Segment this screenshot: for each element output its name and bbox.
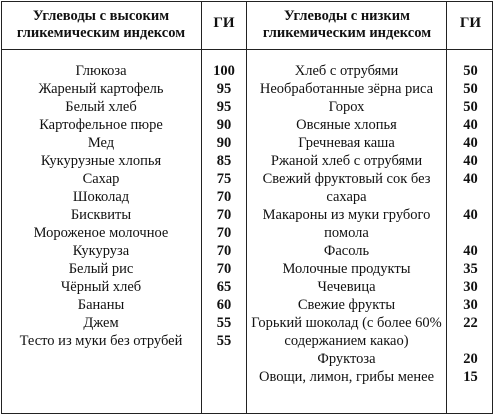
high-gi-food-name: Джем — [83, 315, 119, 331]
high-gi-food-name: Глюкоза — [75, 63, 127, 79]
high-gi-value: 70 — [216, 207, 232, 223]
low-gi-value: 35 — [463, 261, 478, 277]
high-gi-value: 65 — [216, 279, 232, 295]
high-gi-food-name: Бананы — [77, 297, 125, 313]
low-gi-food-name: Свежие фрукты — [297, 297, 396, 313]
low-gi-food-name: Горох — [328, 99, 365, 115]
high-gi-food-name: Мед — [87, 135, 115, 151]
high-gi-food-name: Жареный картофель — [38, 81, 164, 97]
high-gi-value: 75 — [216, 171, 232, 187]
low-gi-value: 40 — [463, 117, 478, 133]
high-gi-value: 60 — [216, 297, 232, 313]
low-gi-food-name: Овощи, лимон, грибы менее — [258, 369, 435, 385]
low-gi-value: 30 — [463, 279, 478, 295]
low-gi-food-name: Ржаной хлеб с отрубями — [270, 153, 423, 169]
column-divider — [446, 1, 447, 414]
low-gi-food-name: Фруктоза — [317, 351, 376, 367]
low-gi-value: 22 — [463, 315, 478, 331]
high-gi-food-name: Тесто из муки без отрубей — [19, 333, 183, 349]
low-gi-food-name: Гречневая каша — [298, 135, 395, 151]
low-gi-value: 20 — [463, 351, 478, 367]
low-gi-value: 15 — [463, 369, 478, 385]
high-gi-food-name: Бисквиты — [70, 207, 132, 223]
high-gi-value: 70 — [216, 261, 232, 277]
low-gi-value: 50 — [463, 99, 478, 115]
high-gi-value: 90 — [216, 135, 232, 151]
low-gi-value: 40 — [463, 207, 478, 223]
low-gi-header: Углеводы с низким гликемическим индексом — [262, 8, 432, 41]
low-gi-food-name: Свежий фруктовый сок без сахара — [262, 171, 431, 205]
high-gi-food-name: Шоколад — [72, 189, 130, 205]
high-gi-header: Углеводы с высоким гликемическим индексом — [16, 8, 186, 41]
high-gi-value: 100 — [213, 63, 235, 79]
low-gi-value: 50 — [463, 81, 478, 97]
column-divider — [246, 1, 247, 414]
low-gi-food-name: Необработанные зёрна риса — [259, 81, 434, 97]
high-gi-column-header: ГИ — [213, 15, 235, 31]
low-gi-value: 40 — [463, 171, 478, 187]
high-gi-value: 70 — [216, 225, 232, 241]
low-gi-value: 50 — [463, 63, 478, 79]
high-gi-value: 70 — [216, 243, 232, 259]
high-gi-value: 90 — [216, 117, 232, 133]
header-divider — [1, 49, 493, 50]
high-gi-value: 55 — [216, 315, 232, 331]
low-gi-value: 40 — [463, 243, 478, 259]
low-gi-food-name: Чечевица — [317, 279, 376, 295]
high-gi-value: 85 — [216, 153, 232, 169]
high-gi-food-name: Кукурузные хлопья — [40, 153, 162, 169]
low-gi-food-name: Горький шоколад (с более 60% содержанием какао) — [251, 315, 442, 349]
high-gi-food-name: Белый рис — [68, 261, 134, 277]
low-gi-food-name: Хлеб с отрубями — [294, 63, 399, 79]
high-gi-food-name: Картофельное пюре — [39, 117, 163, 133]
low-gi-food-name: Молочные продукты — [282, 261, 411, 277]
low-gi-food-name: Макароны из муки грубого помола — [262, 207, 431, 241]
high-gi-food-name: Чёрный хлеб — [60, 279, 142, 295]
high-gi-food-name: Кукуруза — [72, 243, 130, 259]
high-gi-value: 95 — [216, 99, 232, 115]
high-gi-food-name: Белый хлеб — [65, 99, 137, 115]
high-gi-value: 70 — [216, 189, 232, 205]
low-gi-value: 30 — [463, 297, 478, 313]
high-gi-value: 55 — [216, 333, 232, 349]
high-gi-food-name: Мороженое молочное — [33, 225, 169, 241]
column-divider — [201, 1, 202, 414]
high-gi-value: 95 — [216, 81, 232, 97]
low-gi-food-name: Фасоль — [323, 243, 370, 259]
high-gi-food-name: Сахар — [82, 171, 120, 187]
low-gi-value: 40 — [463, 153, 478, 169]
low-gi-value: 40 — [463, 135, 478, 151]
low-gi-column-header: ГИ — [459, 15, 482, 31]
low-gi-food-name: Овсяные хлопья — [296, 117, 397, 133]
